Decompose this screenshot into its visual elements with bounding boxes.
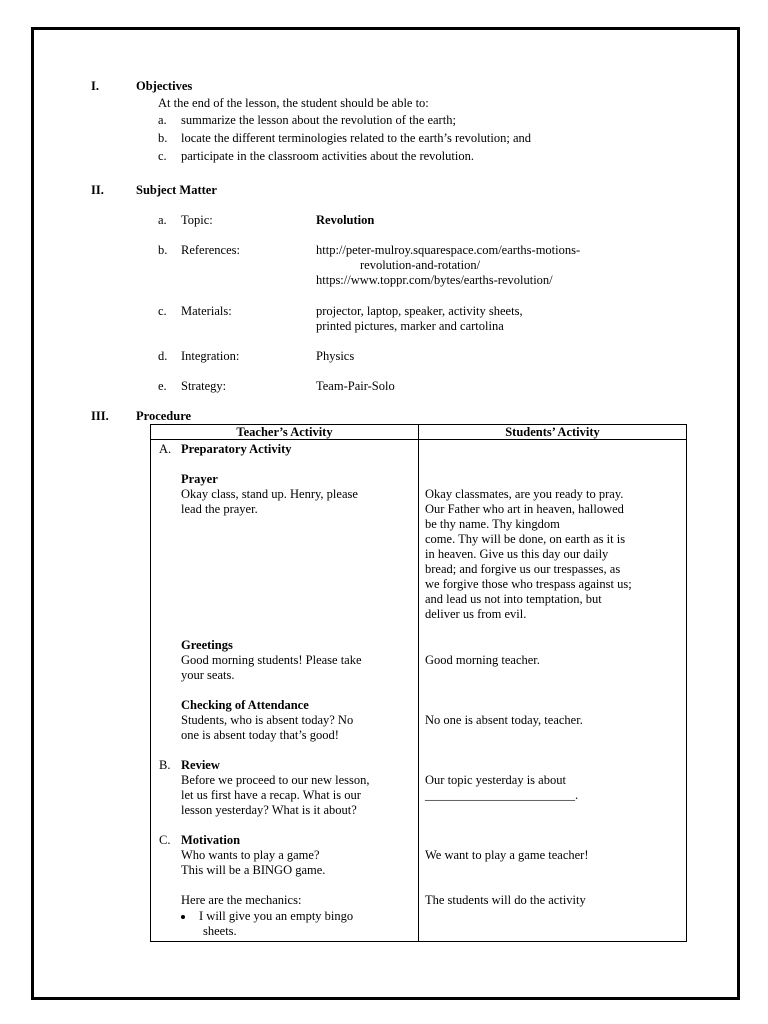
table-header-row	[151, 425, 687, 440]
table-row	[151, 440, 687, 942]
subject-value: Physics	[316, 349, 355, 363]
student-text: Okay classmates, are you ready to pray.	[425, 487, 624, 501]
subheading-attendance: Checking of Attendance	[181, 698, 309, 712]
list-letter: a.	[158, 213, 167, 227]
subject-label: References:	[181, 243, 240, 257]
list-item	[181, 909, 353, 924]
step-letter: A.	[159, 442, 172, 456]
subject-label: Materials:	[181, 304, 232, 318]
list-letter: b.	[158, 243, 168, 257]
student-text: The students will do the activity	[425, 893, 586, 907]
objective-item: participate in the classroom activities about the revolution.	[181, 149, 474, 163]
teacher-text: let us first have a recap. What is our	[181, 788, 361, 802]
list-letter: c.	[158, 304, 167, 318]
subject-value: printed pictures, marker and cartolina	[316, 319, 504, 333]
section-number: III.	[91, 409, 109, 423]
section-title-subject-matter: Subject Matter	[136, 183, 217, 197]
section-number: I.	[91, 79, 99, 93]
list-letter: a.	[158, 113, 167, 127]
list-letter: b.	[158, 131, 168, 145]
teacher-text: lead the prayer.	[181, 502, 258, 516]
student-text: We want to play a game teacher!	[425, 848, 589, 862]
subject-label: Integration:	[181, 349, 240, 363]
reference-link: https://www.toppr.com/bytes/earths-revolution/	[316, 273, 553, 287]
step-title-motivation: Motivation	[181, 833, 241, 847]
student-text: Our Father who art in heaven, hallowed	[425, 502, 624, 516]
teacher-text: your seats.	[181, 668, 235, 682]
teacher-text: lesson yesterday? What is it about?	[181, 803, 357, 817]
section-title-objectives: Objectives	[136, 79, 193, 93]
subject-label: Strategy:	[181, 379, 227, 393]
student-text: Good morning teacher.	[425, 653, 540, 667]
step-title-preparatory: Preparatory Activity	[181, 442, 292, 456]
student-text: Our topic yesterday is about	[425, 773, 566, 787]
teacher-text: Here are the mechanics:	[181, 893, 302, 907]
teacher-text: Good morning students! Please take	[181, 653, 362, 667]
procedure-table	[150, 424, 687, 942]
list-letter: e.	[158, 379, 167, 393]
subject-label: Topic:	[181, 213, 213, 227]
student-text: in heaven. Give us this day our daily	[425, 547, 609, 561]
subject-value: Team-Pair-Solo	[316, 379, 395, 393]
students-activity-cell	[419, 440, 687, 942]
student-text: we forgive those who trespass against us;	[425, 577, 632, 591]
objective-item: locate the different terminologies related to the earth’s revolution; and	[181, 131, 531, 145]
step-letter: C.	[159, 833, 171, 847]
section-number: II.	[91, 183, 104, 197]
subheading-prayer: Prayer	[181, 472, 218, 486]
teacher-text: Before we proceed to our new lesson,	[181, 773, 370, 787]
reference-link: http://peter-mulroy.squarespace.com/earths-motions-	[316, 243, 581, 257]
teacher-text: Okay class, stand up. Henry, please	[181, 487, 358, 501]
teacher-text: one is absent today that’s good!	[181, 728, 339, 742]
answer-blank: ________________________.	[425, 788, 579, 802]
objective-item: summarize the lesson about the revolution of the earth;	[181, 113, 456, 127]
reference-link: revolution-and-rotation/	[360, 258, 481, 272]
subject-value: Revolution	[316, 213, 375, 227]
student-text: and lead us not into temptation, but	[425, 592, 602, 606]
mechanics-text: I will give you an empty bingo	[199, 909, 354, 923]
section-title-procedure: Procedure	[136, 409, 192, 423]
teacher-text: Students, who is absent today? No	[181, 713, 354, 727]
list-letter: d.	[158, 349, 168, 363]
list-letter: c.	[158, 149, 167, 163]
column-header-students: Students’ Activity	[419, 425, 687, 440]
mechanics-text: sheets.	[203, 924, 237, 938]
objectives-intro: At the end of the lesson, the student should be able to:	[158, 96, 429, 110]
teacher-text: Who wants to play a game?	[181, 848, 320, 862]
student-text: deliver us from evil.	[425, 607, 527, 621]
step-letter: B.	[159, 758, 171, 772]
subheading-greetings: Greetings	[181, 638, 233, 652]
subject-value: projector, laptop, speaker, activity sheets,	[316, 304, 523, 318]
student-text: be thy name. Thy kingdom	[425, 517, 560, 531]
student-text: come. Thy will be done, on earth as it is	[425, 532, 626, 546]
bullet-icon	[181, 915, 185, 919]
column-header-teacher: Teacher’s Activity	[151, 425, 419, 440]
student-text: No one is absent today, teacher.	[425, 713, 583, 727]
step-title-review: Review	[181, 758, 220, 772]
teacher-activity-cell	[151, 440, 419, 942]
student-text: bread; and forgive us our trespasses, as	[425, 562, 621, 576]
teacher-text: This will be a BINGO game.	[181, 863, 326, 877]
